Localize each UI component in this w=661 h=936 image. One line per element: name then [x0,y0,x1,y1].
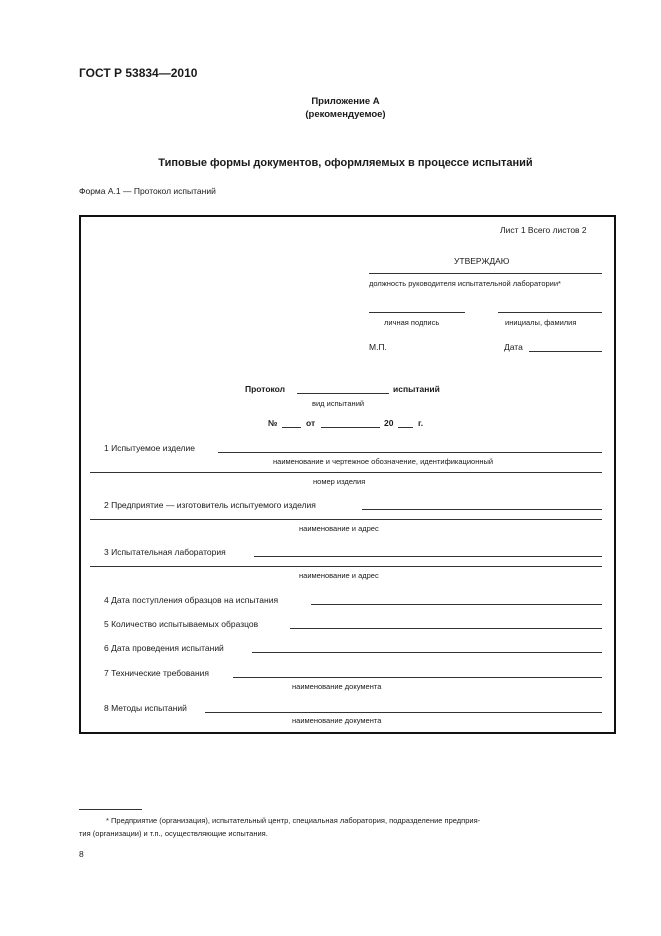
page-number: 8 [79,849,84,859]
item-1-caption-2: номер изделия [313,477,366,486]
item-7-caption: наименование документа [292,682,382,691]
date-label: Дата [504,342,523,352]
item-7-line[interactable] [233,677,602,678]
protocol-type-line[interactable] [297,393,389,394]
appendix-label: Приложение А [311,96,380,107]
position-caption: должность руководителя испытательной лаборатории* [369,279,561,288]
protocol-label: Протокол [245,384,286,394]
signature-caption: личная подпись [384,318,440,327]
stamp-label: М.П. [369,342,387,352]
item-1-caption: наименование и чертежное обозначение, идентификационный [273,457,494,466]
item-3-line[interactable] [254,556,602,557]
year-suffix: г. [418,418,424,428]
from-label: от [306,418,316,428]
form-frame [79,215,616,734]
number-label: № [268,418,278,428]
appendix-type: (рекомендуемое) [305,109,386,120]
item-2-line-2[interactable] [90,519,602,520]
item-3-label: 3 Испытательная лаборатория [104,547,226,557]
section-title: Типовые формы документов, оформляемых в процессе испытаний [158,157,533,169]
item-7-label: 7 Технические требования [104,668,210,678]
test-type-caption: вид испытаний [312,399,365,408]
footnote-line-1: * Предприятие (организация), испытательный центр, специальная лаборатория, подразделение предприя- [106,816,481,825]
standard-header: ГОСТ Р 53834—2010 [79,66,198,80]
item-1-line[interactable] [218,452,602,453]
item-1-label: 1 Испытуемое изделие [104,443,195,453]
item-4-label: 4 Дата поступления образцов на испытания [104,595,279,605]
item-8-line[interactable] [205,712,602,713]
position-line[interactable] [369,273,602,274]
initials-caption: инициалы, фамилия [505,318,577,327]
item-3-caption: наименование и адрес [299,571,379,580]
approve-label: УТВЕРЖДАЮ [454,256,510,266]
item-3-line-2[interactable] [90,566,602,567]
item-8-label: 8 Методы испытаний [104,703,187,713]
footnote-rule [79,809,142,810]
form-caption: Форма А.1 — Протокол испытаний [79,186,216,196]
initials-line[interactable] [498,312,602,313]
year-label: 20 [384,418,394,428]
footnote-line-2: тия (организации) и т.п., осуществляющие испытания. [79,829,268,838]
item-2-line[interactable] [362,509,602,510]
item-5-label: 5 Количество испытываемых образцов [104,619,259,629]
signature-line[interactable] [369,312,465,313]
sheet-info: Лист 1 Всего листов 2 [500,225,587,235]
item-5-line[interactable] [290,628,602,629]
year-line[interactable] [398,427,413,428]
item-8-caption: наименование документа [292,716,382,725]
date-line[interactable] [529,351,602,352]
item-2-caption: наименование и адрес [299,524,379,533]
item-4-line[interactable] [311,604,602,605]
protocol-suffix: испытаний [393,384,440,394]
number-line[interactable] [282,427,301,428]
item-6-line[interactable] [252,652,602,653]
item-2-label: 2 Предприятие — изготовитель испытуемого изделия [104,500,316,510]
from-date-line[interactable] [321,427,380,428]
item-1-line-2[interactable] [90,472,602,473]
item-6-label: 6 Дата проведения испытаний [104,643,224,653]
